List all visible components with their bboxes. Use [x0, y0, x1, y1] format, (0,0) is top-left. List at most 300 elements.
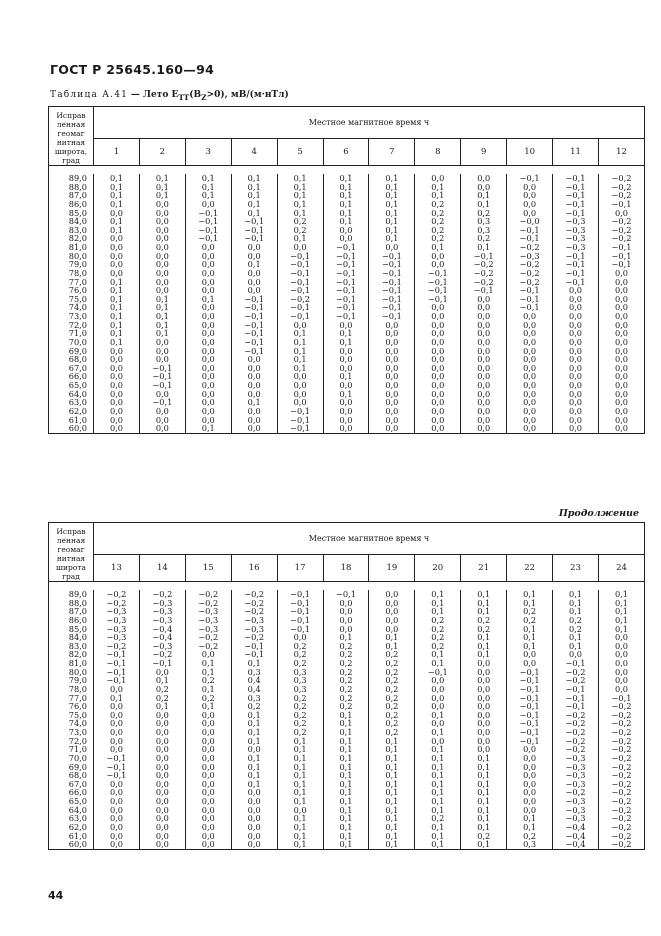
value-cell: 0,1 — [185, 424, 231, 433]
value-cell: −0,1 — [369, 312, 415, 321]
table-row — [49, 424, 645, 433]
value-cell: 0,0 — [598, 347, 644, 356]
value-cell: 0,1 — [277, 209, 323, 218]
value-cell: 0,3 — [461, 226, 507, 235]
value-cell: −0,1 — [231, 338, 277, 347]
value-cell: 0,2 — [415, 217, 461, 226]
latitude-cell: 81,0 — [49, 659, 94, 668]
value-cell: 0,0 — [461, 424, 507, 433]
value-cell: 0,1 — [94, 226, 140, 235]
value-cell: −0,1 — [507, 295, 553, 304]
value-cell: 0,1 — [139, 312, 185, 321]
latitude-cell: 72,0 — [49, 737, 94, 746]
value-cell: −0,3 — [139, 642, 185, 651]
title-cond: (B — [189, 90, 202, 100]
value-cell: 0,0 — [415, 303, 461, 312]
value-cell: 0,1 — [94, 312, 140, 321]
value-cell: 0,1 — [415, 607, 461, 616]
value-cell: 0,1 — [277, 745, 323, 754]
value-cell: 0,1 — [507, 633, 553, 642]
value-cell: 0,0 — [461, 711, 507, 720]
value-cell: 0,1 — [277, 329, 323, 338]
value-cell: 0,0 — [139, 286, 185, 295]
value-cell: 0,0 — [323, 347, 369, 356]
value-cell: 0,1 — [231, 754, 277, 763]
value-cell: −0,1 — [507, 694, 553, 703]
value-cell: −0,2 — [598, 183, 644, 192]
value-cell: 0,0 — [139, 209, 185, 218]
value-cell: 0,1 — [507, 599, 553, 608]
value-cell: 0,0 — [507, 183, 553, 192]
time-column-header: Местное магнитное время ч — [94, 523, 645, 555]
value-cell: 0,1 — [415, 711, 461, 720]
latitude-cell: 63,0 — [49, 398, 94, 407]
value-cell: 0,0 — [507, 209, 553, 218]
value-cell: 0,0 — [507, 771, 553, 780]
value-cell: 0,1 — [415, 191, 461, 200]
value-cell: 0,0 — [139, 814, 185, 823]
value-cell: −0,2 — [185, 633, 231, 642]
value-cell: 0,1 — [323, 191, 369, 200]
value-cell: 0,2 — [277, 226, 323, 235]
value-cell: 0,0 — [507, 191, 553, 200]
value-cell: −0,3 — [139, 599, 185, 608]
value-cell: −0,1 — [277, 286, 323, 295]
value-cell: 0,1 — [323, 728, 369, 737]
value-cell: −0,2 — [598, 226, 644, 235]
latitude-cell: 88,0 — [49, 183, 94, 192]
value-cell: 0,1 — [139, 676, 185, 685]
value-cell: −0,1 — [323, 295, 369, 304]
value-cell: 0,2 — [277, 217, 323, 226]
value-cell: 0,1 — [231, 728, 277, 737]
hour-header: 18 — [323, 554, 369, 581]
value-cell: 0,1 — [94, 174, 140, 183]
value-cell: 0,4 — [231, 685, 277, 694]
title-cond-sub: Z — [201, 92, 207, 102]
value-cell: −0,2 — [507, 260, 553, 269]
value-cell: −0,1 — [553, 702, 599, 711]
value-cell: 0,0 — [507, 659, 553, 668]
value-cell: −0,2 — [461, 260, 507, 269]
value-cell: −0,2 — [94, 599, 140, 608]
value-cell: 0,0 — [553, 321, 599, 330]
value-cell: 0,1 — [277, 737, 323, 746]
value-cell: 0,0 — [94, 398, 140, 407]
value-cell: 0,0 — [461, 390, 507, 399]
value-cell: 0,1 — [415, 659, 461, 668]
hour-header: 21 — [461, 554, 507, 581]
hour-header: 12 — [598, 138, 644, 165]
value-cell: 0,0 — [277, 806, 323, 815]
value-cell: 0,2 — [323, 659, 369, 668]
value-cell: −0,1 — [231, 347, 277, 356]
value-cell: 0,0 — [231, 372, 277, 381]
value-cell: 0,0 — [185, 260, 231, 269]
value-cell: 0,0 — [507, 763, 553, 772]
latitude-cell: 80,0 — [49, 252, 94, 261]
value-cell: 0,0 — [277, 372, 323, 381]
latitude-cell: 77,0 — [49, 278, 94, 287]
value-cell: −0,1 — [185, 217, 231, 226]
value-cell: −0,1 — [94, 763, 140, 772]
value-cell: 0,1 — [507, 625, 553, 634]
value-cell: 0,0 — [185, 286, 231, 295]
value-cell: 0,0 — [507, 407, 553, 416]
value-cell: 0,0 — [507, 650, 553, 659]
value-cell: 0,0 — [231, 797, 277, 806]
value-cell: 0,1 — [369, 745, 415, 754]
hour-header: 23 — [553, 554, 599, 581]
value-cell: 0,0 — [185, 312, 231, 321]
value-cell: −0,2 — [553, 719, 599, 728]
value-cell: −0,3 — [553, 763, 599, 772]
value-cell: 0,0 — [507, 416, 553, 425]
latitude-cell: 76,0 — [49, 286, 94, 295]
value-cell: 0,1 — [461, 650, 507, 659]
value-cell: 0,0 — [598, 312, 644, 321]
latitude-cell: 80,0 — [49, 668, 94, 677]
value-cell: −0,1 — [323, 278, 369, 287]
value-cell: 0,1 — [461, 200, 507, 209]
value-cell: 0,0 — [553, 372, 599, 381]
value-cell: 0,1 — [461, 599, 507, 608]
value-cell: 0,1 — [94, 200, 140, 209]
value-cell: 0,1 — [461, 607, 507, 616]
value-cell: 0,0 — [231, 745, 277, 754]
value-cell: 0,0 — [507, 797, 553, 806]
value-cell: 0,0 — [415, 390, 461, 399]
value-cell: 0,0 — [415, 312, 461, 321]
value-cell: −0,2 — [139, 590, 185, 599]
value-cell: 0,0 — [369, 381, 415, 390]
latitude-cell: 68,0 — [49, 771, 94, 780]
value-cell: 0,1 — [461, 780, 507, 789]
value-cell: −0,1 — [369, 286, 415, 295]
value-cell: −0,2 — [598, 174, 644, 183]
value-cell: 0,0 — [598, 286, 644, 295]
value-cell: 0,0 — [598, 381, 644, 390]
value-cell: 0,0 — [185, 745, 231, 754]
value-cell: 0,0 — [507, 754, 553, 763]
value-cell: −0,2 — [598, 711, 644, 720]
value-cell: −0,1 — [277, 416, 323, 425]
value-cell: 0,1 — [231, 174, 277, 183]
latitude-cell: 75,0 — [49, 295, 94, 304]
value-cell: 0,1 — [598, 607, 644, 616]
value-cell: −0,1 — [277, 260, 323, 269]
hour-header: 17 — [277, 554, 323, 581]
value-cell: 0,0 — [507, 355, 553, 364]
value-cell: −0,3 — [185, 625, 231, 634]
latitude-cell: 89,0 — [49, 174, 94, 183]
value-cell: 0,1 — [185, 183, 231, 192]
hour-header: 20 — [415, 554, 461, 581]
value-cell: 0,0 — [94, 381, 140, 390]
value-cell: 0,0 — [185, 763, 231, 772]
value-cell: 0,0 — [507, 780, 553, 789]
value-cell: −0,1 — [507, 702, 553, 711]
value-cell: 0,0 — [323, 364, 369, 373]
value-cell: −0,2 — [598, 763, 644, 772]
value-cell: 0,1 — [277, 364, 323, 373]
value-cell: −0,1 — [507, 226, 553, 235]
value-cell: 0,0 — [139, 728, 185, 737]
value-cell: 0,0 — [139, 390, 185, 399]
value-cell: −0,1 — [185, 209, 231, 218]
value-cell: 0,0 — [415, 702, 461, 711]
value-cell: 0,2 — [277, 719, 323, 728]
value-cell: 0,0 — [507, 312, 553, 321]
latitude-cell: 64,0 — [49, 806, 94, 815]
value-cell: 0,1 — [598, 599, 644, 608]
value-cell: 0,0 — [461, 676, 507, 685]
value-cell: 0,1 — [231, 260, 277, 269]
value-cell: 0,0 — [231, 424, 277, 433]
value-cell: 0,1 — [231, 209, 277, 218]
value-cell: 0,1 — [415, 806, 461, 815]
value-cell: 0,0 — [323, 226, 369, 235]
value-cell: 0,0 — [94, 347, 140, 356]
value-cell: −0,2 — [598, 719, 644, 728]
value-cell: 0,1 — [415, 797, 461, 806]
value-cell: 0,2 — [185, 694, 231, 703]
value-cell: 0,1 — [231, 771, 277, 780]
value-cell: 0,0 — [139, 407, 185, 416]
value-cell: −0,1 — [94, 771, 140, 780]
latitude-cell: 79,0 — [49, 676, 94, 685]
value-cell: −0,0 — [507, 217, 553, 226]
value-cell: 0,0 — [139, 823, 185, 832]
value-cell: −0,1 — [139, 398, 185, 407]
latitude-cell: 89,0 — [49, 590, 94, 599]
value-cell: 0,0 — [231, 823, 277, 832]
value-cell: −0,2 — [598, 737, 644, 746]
value-cell: 0,0 — [185, 737, 231, 746]
value-cell: 0,1 — [277, 338, 323, 347]
value-cell: 0,1 — [185, 191, 231, 200]
value-cell: 0,0 — [507, 398, 553, 407]
latitude-cell: 65,0 — [49, 797, 94, 806]
value-cell: 0,1 — [185, 668, 231, 677]
value-cell: 0,0 — [185, 278, 231, 287]
value-cell: −0,3 — [507, 252, 553, 261]
value-cell: 0,0 — [185, 347, 231, 356]
value-cell: −0,1 — [507, 728, 553, 737]
value-cell: 0,4 — [231, 676, 277, 685]
hour-header: 24 — [598, 554, 644, 581]
value-cell: −0,1 — [553, 685, 599, 694]
value-cell: 0,3 — [277, 685, 323, 694]
value-cell: 0,0 — [553, 329, 599, 338]
value-cell: 0,0 — [231, 269, 277, 278]
table-label: Таблица А.41 — [50, 90, 129, 100]
value-cell: −0,2 — [94, 642, 140, 651]
value-cell: −0,2 — [598, 840, 644, 849]
value-cell: 0,1 — [277, 797, 323, 806]
value-cell: 0,0 — [323, 234, 369, 243]
latitude-cell: 74,0 — [49, 303, 94, 312]
value-cell: 0,0 — [415, 737, 461, 746]
value-cell: 0,0 — [323, 424, 369, 433]
latitude-column-header: Исправ ленная геомаг нитная широта, град — [49, 107, 94, 166]
value-cell: 0,1 — [415, 243, 461, 252]
value-cell: −0,4 — [139, 633, 185, 642]
value-cell: 0,0 — [185, 780, 231, 789]
value-cell: 0,0 — [461, 355, 507, 364]
value-cell: 0,1 — [323, 832, 369, 841]
value-cell: 0,2 — [415, 226, 461, 235]
latitude-cell: 71,0 — [49, 745, 94, 754]
value-cell: 0,0 — [598, 269, 644, 278]
value-cell: −0,2 — [598, 702, 644, 711]
value-cell: −0,2 — [507, 243, 553, 252]
value-cell: 0,1 — [369, 737, 415, 746]
value-cell: 0,2 — [277, 650, 323, 659]
value-cell: 0,0 — [94, 390, 140, 399]
value-cell: −0,1 — [507, 234, 553, 243]
value-cell: 0,2 — [415, 814, 461, 823]
value-cell: 0,1 — [461, 642, 507, 651]
value-cell: −0,1 — [139, 372, 185, 381]
value-cell: 0,0 — [323, 321, 369, 330]
value-cell: −0,2 — [598, 728, 644, 737]
latitude-cell: 87,0 — [49, 191, 94, 200]
value-cell: 0,0 — [185, 329, 231, 338]
value-cell: 0,3 — [231, 694, 277, 703]
value-cell: −0,1 — [598, 694, 644, 703]
value-cell: 0,0 — [94, 745, 140, 754]
value-cell: 0,2 — [185, 676, 231, 685]
value-cell: 0,1 — [323, 372, 369, 381]
latitude-cell: 69,0 — [49, 347, 94, 356]
value-cell: 0,0 — [139, 200, 185, 209]
value-cell: 0,0 — [94, 711, 140, 720]
value-cell: 0,1 — [277, 174, 323, 183]
value-cell: 0,0 — [598, 650, 644, 659]
value-cell: 0,0 — [598, 668, 644, 677]
value-cell: 0,1 — [94, 303, 140, 312]
value-cell: 0,1 — [415, 599, 461, 608]
value-cell: 0,0 — [461, 659, 507, 668]
value-cell: 0,2 — [461, 616, 507, 625]
value-cell: 0,0 — [231, 814, 277, 823]
value-cell: −0,2 — [598, 191, 644, 200]
value-cell: −0,1 — [553, 200, 599, 209]
value-cell: 0,0 — [277, 321, 323, 330]
value-cell: 0,0 — [231, 806, 277, 815]
value-cell: −0,1 — [323, 286, 369, 295]
value-cell: 0,0 — [139, 217, 185, 226]
value-cell: 0,0 — [369, 607, 415, 616]
value-cell: 0,0 — [415, 676, 461, 685]
value-cell: 0,1 — [277, 183, 323, 192]
value-cell: −0,1 — [461, 286, 507, 295]
value-cell: −0,2 — [139, 650, 185, 659]
value-cell: 0,1 — [461, 823, 507, 832]
value-cell: −0,2 — [598, 788, 644, 797]
value-cell: −0,2 — [598, 832, 644, 841]
value-cell: 0,0 — [461, 685, 507, 694]
value-cell: 0,1 — [415, 780, 461, 789]
value-cell: −0,3 — [553, 771, 599, 780]
value-cell: 0,0 — [139, 840, 185, 849]
hour-header: 11 — [553, 138, 599, 165]
value-cell: −0,1 — [369, 303, 415, 312]
value-cell: −0,3 — [553, 797, 599, 806]
latitude-cell: 63,0 — [49, 814, 94, 823]
value-cell: 0,0 — [231, 407, 277, 416]
value-cell: 0,0 — [598, 209, 644, 218]
value-cell: 0,0 — [415, 719, 461, 728]
value-cell: −0,1 — [277, 590, 323, 599]
value-cell: 0,1 — [94, 191, 140, 200]
value-cell: 0,0 — [323, 607, 369, 616]
value-cell: −0,2 — [598, 823, 644, 832]
hour-header: 8 — [415, 138, 461, 165]
value-cell: 0,0 — [277, 390, 323, 399]
value-cell: 0,2 — [369, 685, 415, 694]
value-cell: 0,0 — [139, 243, 185, 252]
value-cell: 0,1 — [323, 329, 369, 338]
value-cell: 0,0 — [461, 719, 507, 728]
value-cell: 0,2 — [277, 642, 323, 651]
value-cell: −0,2 — [461, 278, 507, 287]
value-cell: −0,3 — [553, 754, 599, 763]
value-cell: −0,4 — [553, 823, 599, 832]
value-cell: 0,1 — [231, 737, 277, 746]
value-cell: 0,1 — [323, 183, 369, 192]
value-cell: 0,0 — [415, 355, 461, 364]
value-cell: −0,1 — [507, 668, 553, 677]
value-cell: −0,1 — [323, 260, 369, 269]
value-cell: −0,1 — [231, 217, 277, 226]
value-cell: 0,0 — [415, 424, 461, 433]
value-cell: 0,1 — [323, 780, 369, 789]
value-cell: 0,0 — [185, 355, 231, 364]
latitude-cell: 61,0 — [49, 416, 94, 425]
value-cell: 0,0 — [461, 329, 507, 338]
latitude-cell: 74,0 — [49, 719, 94, 728]
value-cell: −0,3 — [231, 616, 277, 625]
value-cell: 0,1 — [94, 338, 140, 347]
value-cell: 0,0 — [277, 633, 323, 642]
latitude-cell: 66,0 — [49, 372, 94, 381]
value-cell: −0,1 — [277, 407, 323, 416]
value-cell: 0,1 — [369, 183, 415, 192]
value-cell: 0,1 — [323, 174, 369, 183]
value-cell: 0,0 — [139, 416, 185, 425]
value-cell: 0,0 — [369, 599, 415, 608]
value-cell: −0,1 — [139, 659, 185, 668]
value-cell: 0,1 — [139, 329, 185, 338]
value-cell: 0,0 — [507, 424, 553, 433]
value-cell: 0,0 — [94, 416, 140, 425]
value-cell: 0,0 — [185, 650, 231, 659]
value-cell: −0,2 — [553, 788, 599, 797]
value-cell: 0,2 — [277, 659, 323, 668]
value-cell: −0,1 — [277, 269, 323, 278]
value-cell: −0,3 — [185, 616, 231, 625]
value-cell: 0,0 — [139, 338, 185, 347]
value-cell: 0,0 — [553, 416, 599, 425]
value-cell: 0,0 — [415, 694, 461, 703]
value-cell: 0,0 — [94, 424, 140, 433]
value-cell: −0,2 — [553, 711, 599, 720]
value-cell: −0,1 — [277, 303, 323, 312]
value-cell: 0,0 — [553, 407, 599, 416]
value-cell: 0,0 — [461, 407, 507, 416]
